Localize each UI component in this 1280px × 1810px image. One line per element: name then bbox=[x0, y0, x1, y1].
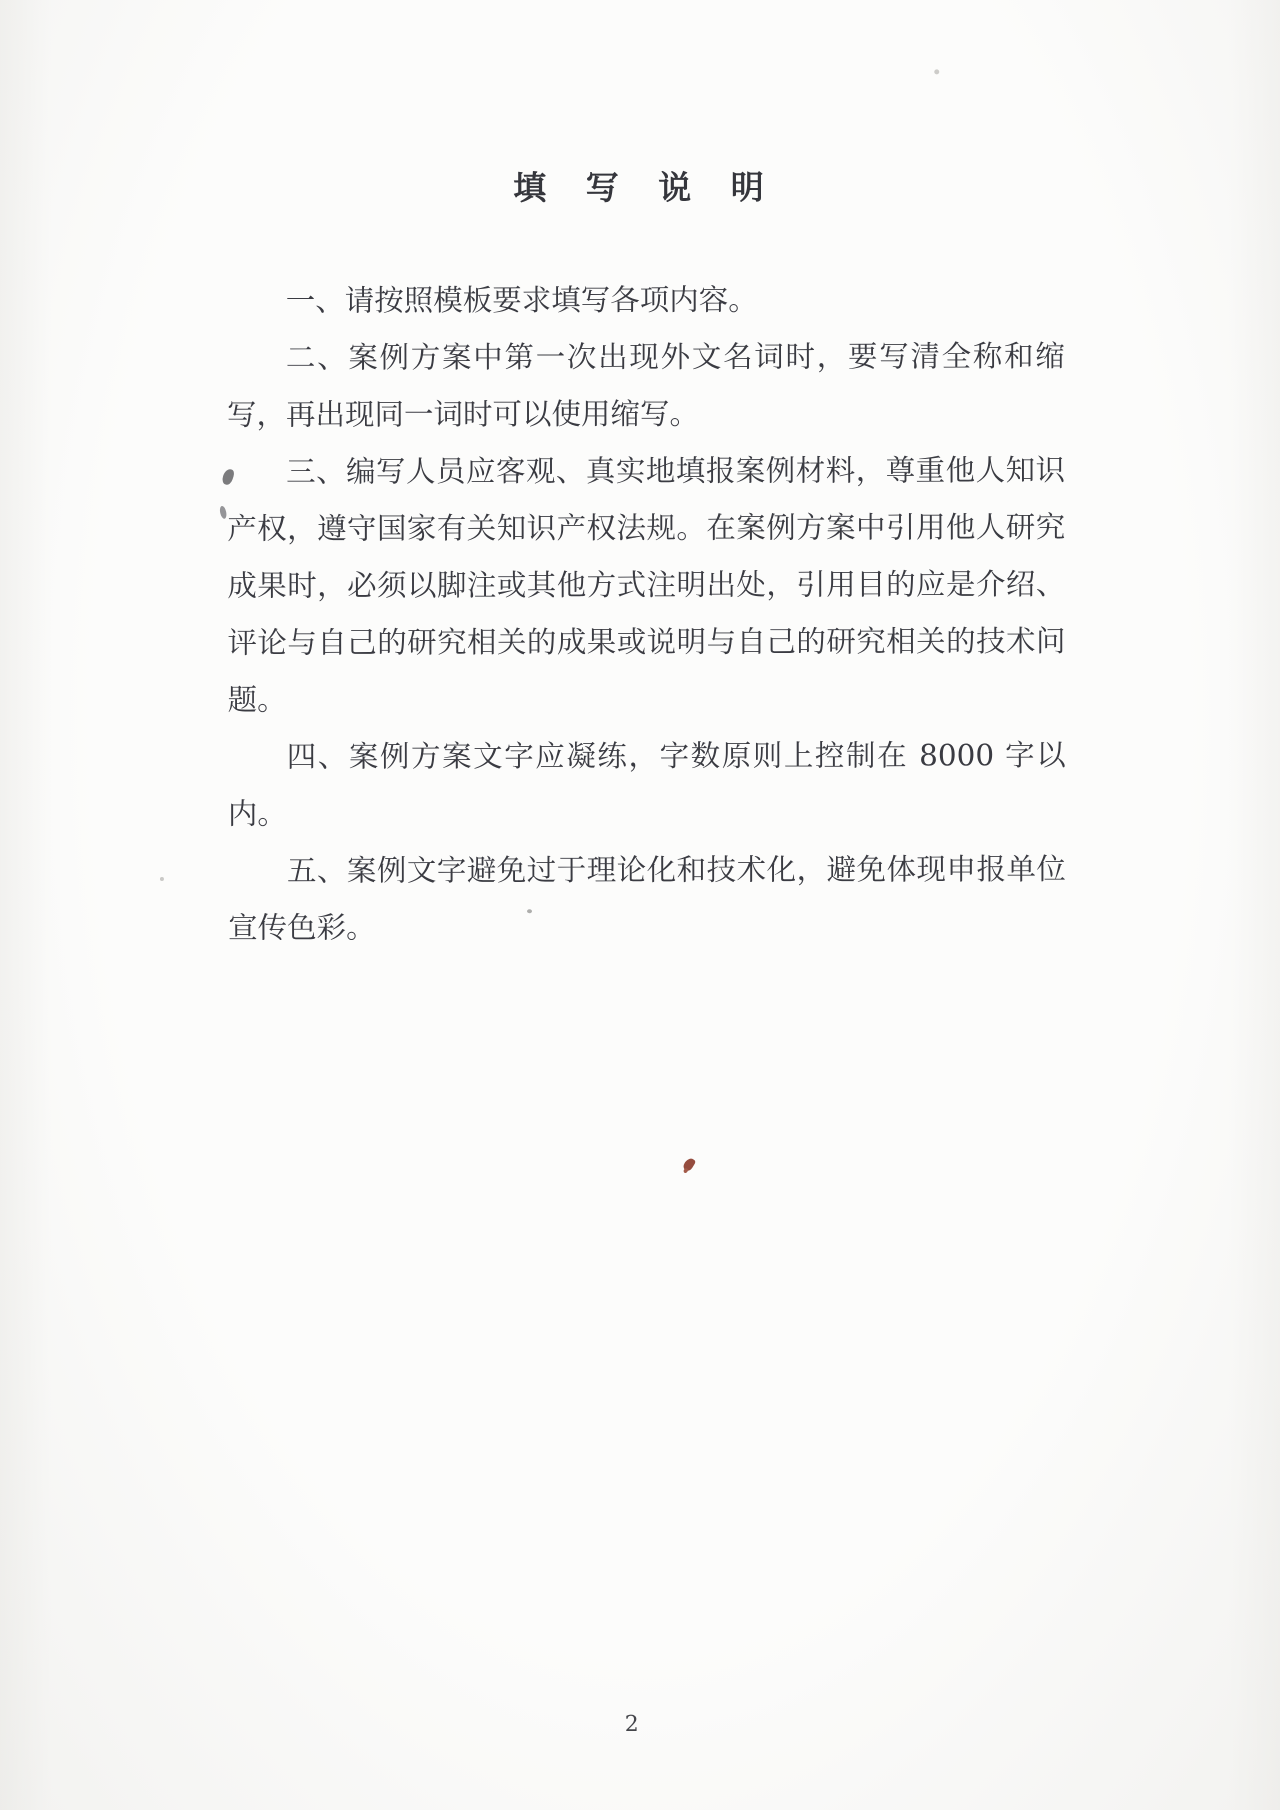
page-number: 2 bbox=[624, 1712, 639, 1738]
red-speck-artifact bbox=[682, 1157, 697, 1173]
instruction-item-5: 五、案例文字避免过于理论化和技术化，避免体现申报单位宣传色彩。 bbox=[228, 852, 1066, 945]
scan-dot-artifact bbox=[934, 69, 939, 74]
instruction-item-3: 三、编写人员应客观、真实地填报案例材料，尊重他人知识产权，遵守国家有关知识产权法规。在案例方案中引用他人研究成果时，必须以脚注或其他方式注明出处，引用目的应是介绍、评论与自己的研究相关的成果或说明与自己的研究相关的技术问题。 bbox=[227, 453, 1066, 717]
instructions-body bbox=[227, 271, 1066, 957]
instruction-item-4: 四、案例方案文字应凝练，字数原则上控制在 8000 字以内。 bbox=[227, 738, 1066, 831]
scan-dot-artifact bbox=[160, 877, 164, 881]
page-title: 填 写 说 明 bbox=[513, 167, 778, 208]
instruction-item-2: 二、案例方案中第一次出现外文名词时，要写清全称和缩写，再出现同一词时可以使用缩写。 bbox=[226, 339, 1065, 432]
instruction-item-1: 一、请按照模板要求填写各项内容。 bbox=[285, 282, 758, 318]
